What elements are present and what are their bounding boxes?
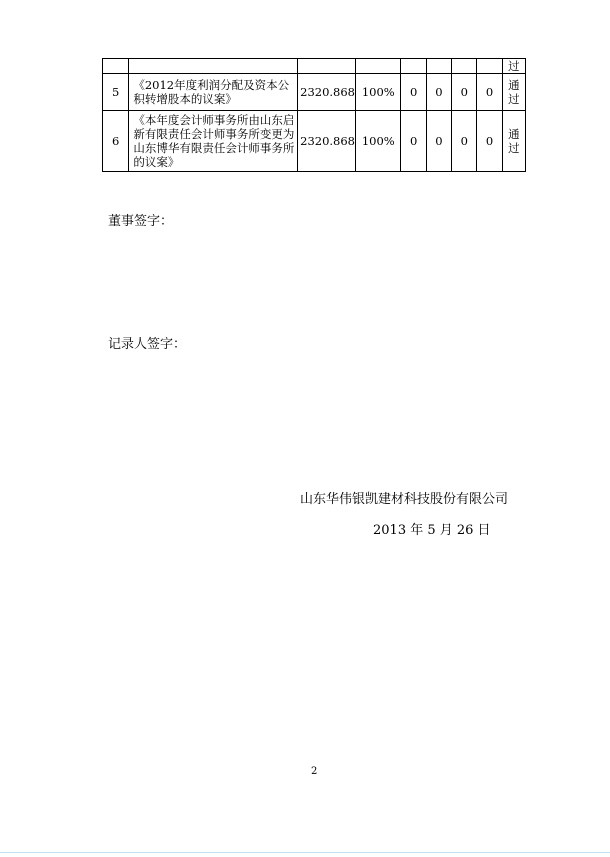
- motion-title: 《本年度会计师事务所由山东启新有限责任会计师事务所变更为山东博华有限责任会计师事务所的议案》: [129, 111, 298, 172]
- table-row: [103, 111, 526, 172]
- count-cell: 0: [426, 74, 451, 111]
- item-number: 5: [103, 74, 129, 111]
- page-number: 2: [311, 766, 318, 777]
- directors-signature-label: 董事签字：: [108, 214, 174, 229]
- count-cell: 0: [401, 74, 426, 111]
- table-row: [103, 74, 526, 111]
- count-cell: 0: [452, 111, 477, 172]
- percent-cell: 100%: [356, 111, 401, 172]
- count-cell: 0: [401, 111, 426, 172]
- result-cell: 通过: [502, 111, 525, 172]
- company-name: 山东华伟银凯建材科技股份有限公司: [300, 492, 509, 507]
- motion-title: 《2012年度利润分配及资本公积转增股本的议案》: [129, 74, 298, 111]
- count-cell: 0: [477, 111, 502, 172]
- voting-results-table: [102, 58, 526, 172]
- percent-cell: 100%: [356, 74, 401, 111]
- item-number: 6: [103, 111, 129, 172]
- recorder-signature-label: 记录人签字：: [108, 337, 187, 352]
- shares-cell: 2320.868: [298, 111, 356, 172]
- result-cell: 过: [502, 59, 525, 74]
- table-row-continuation: [103, 59, 526, 74]
- count-cell: 0: [477, 74, 502, 111]
- count-cell: 0: [426, 111, 451, 172]
- signing-date: 2013 年 5 月 26 日: [373, 523, 491, 538]
- result-cell: 通过: [502, 74, 525, 111]
- count-cell: 0: [452, 74, 477, 111]
- page-bottom-divider: [0, 852, 610, 853]
- shares-cell: 2320.868: [298, 74, 356, 111]
